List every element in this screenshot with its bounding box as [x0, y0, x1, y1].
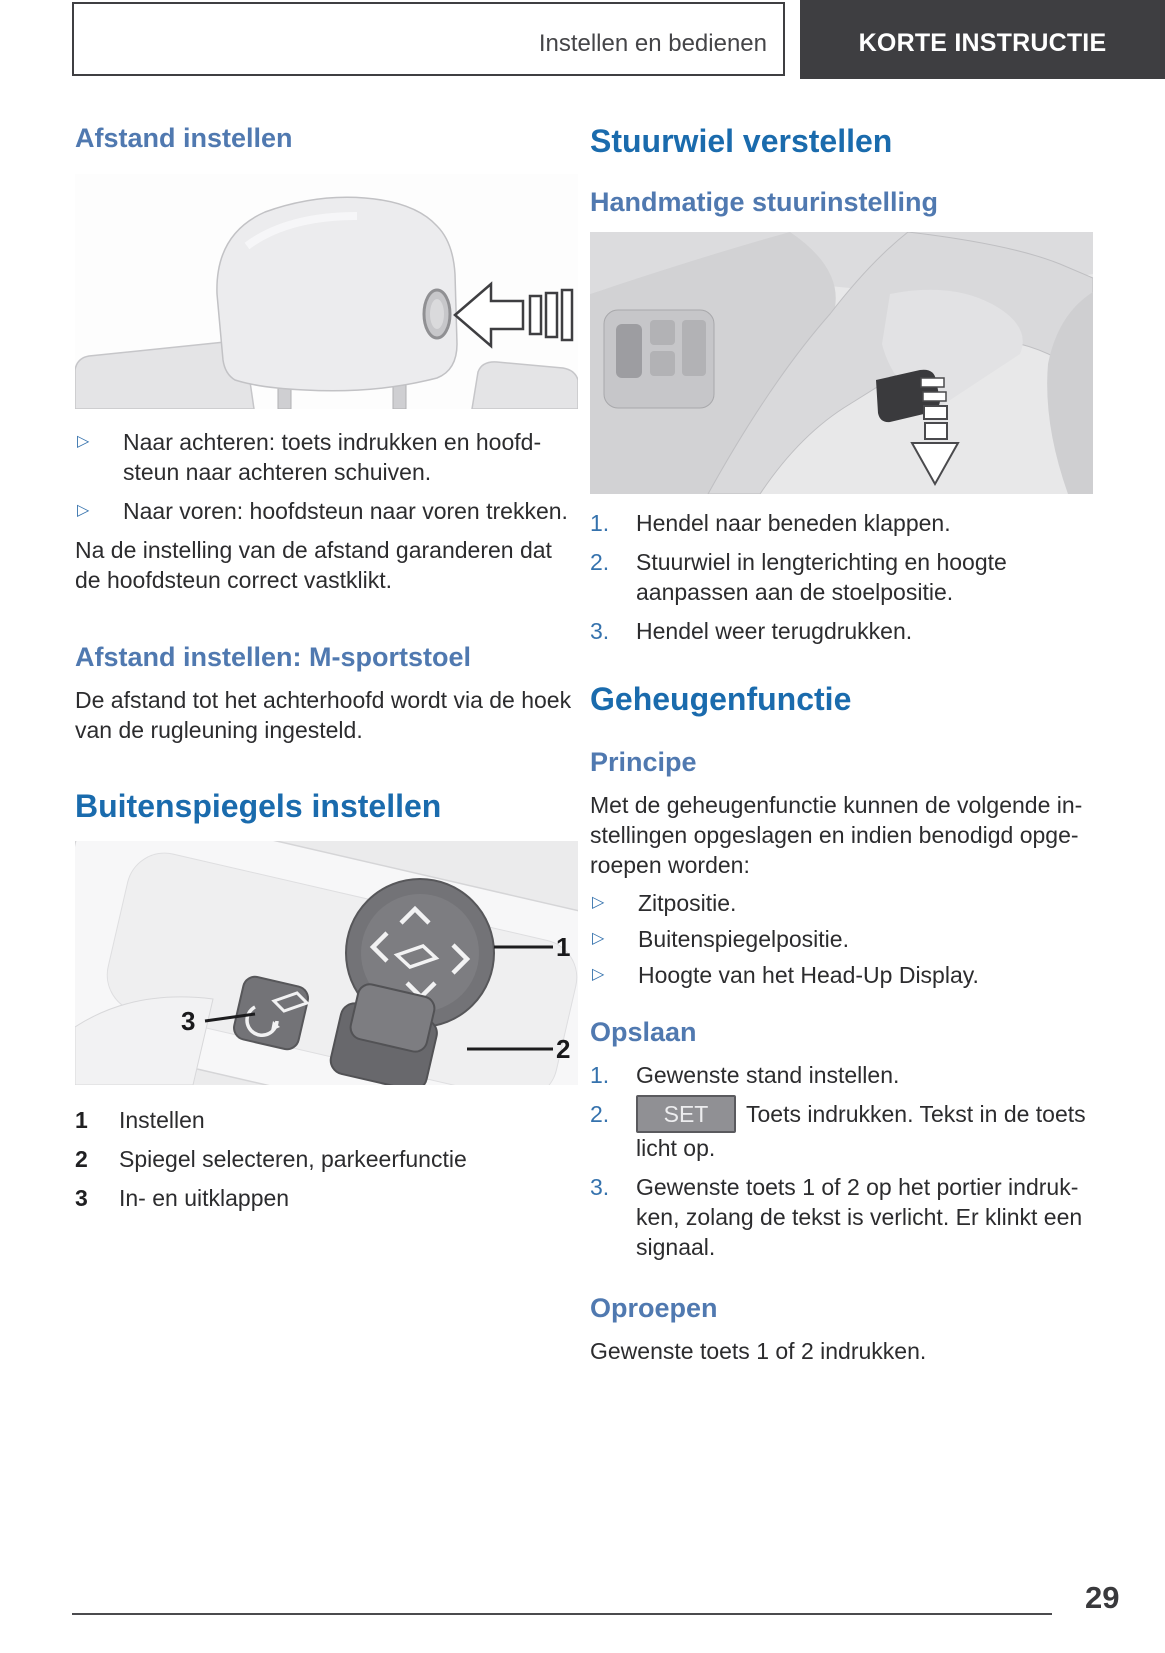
heading-stuurwiel: Stuurwiel verstellen — [590, 123, 893, 159]
heading-buitenspiegels: Buitenspiegels instellen — [75, 788, 442, 824]
triangle-bullet-icon: ▷ — [77, 502, 90, 519]
heading-oproepen: Oproepen — [590, 1293, 718, 1323]
list-item: 2. SET Toets indrukken. Tekst in de toets licht op. — [590, 1099, 1093, 1163]
list-item: 3. Hendel weer terugdrukken. — [590, 618, 913, 644]
callout-3: 3 — [181, 1006, 196, 1036]
list-item: ▷ Naar achteren: toets indrukken en hoofdsteun naar achteren schuiven. — [77, 429, 542, 485]
breadcrumb: Instellen en bedienen — [538, 30, 767, 57]
footer-rule — [72, 1613, 1052, 1615]
list-item: ▷ Zitpositie. — [592, 890, 737, 916]
triangle-bullet-icon: ▷ — [77, 433, 90, 450]
legend-item: 1 Instellen — [75, 1107, 205, 1133]
heading-handmatige: Handmatige stuurinstelling — [590, 187, 939, 217]
heading-afstand-instellen: Afstand instellen — [75, 123, 293, 153]
list-item: ▷ Hoogte van het Head-Up Display. — [592, 962, 979, 988]
mirror-controls-illustration — [75, 841, 578, 1085]
list-item: 1. Gewenste stand instellen. — [590, 1062, 900, 1088]
triangle-bullet-icon: ▷ — [592, 894, 605, 911]
paragraph: De afstand tot het achterhoofd wordt via de hoek van de rugleuning ingesteld. — [75, 687, 572, 743]
memory-bullet-list — [590, 888, 1093, 990]
mirror-legend — [75, 1101, 578, 1218]
heading-geheugenfunctie: Geheugenfunctie — [590, 681, 852, 717]
steering-adjust-illustration — [590, 232, 1093, 494]
paragraph: Gewenste toets 1 of 2 indrukken. — [590, 1338, 927, 1364]
list-item: ▷ Buitenspiegelpositie. — [592, 926, 849, 952]
paragraph: Na de instelling van de afstand garanderen dat de hoofdsteun correct vastklikt. — [75, 537, 552, 593]
set-key: SET — [636, 1095, 736, 1133]
steering-steps — [590, 508, 1093, 646]
legend-item: 3 In- en uitklappen — [75, 1185, 290, 1211]
section-tab — [800, 0, 1165, 79]
heading-principe: Principe — [590, 747, 697, 777]
list-item: 3. Gewenste toets 1 of 2 op het portier indrukken, zolang de tekst is verlicht. Er klinkt een signaal. — [590, 1174, 1083, 1260]
headrest-bullet-list — [75, 427, 578, 526]
column-left — [75, 78, 578, 1366]
mirror-controls-image — [75, 841, 578, 1085]
list-item: ▷ Naar voren: hoofdsteun naar voren trekken. — [77, 498, 568, 524]
save-steps — [590, 1060, 1093, 1262]
callout-2: 2 — [556, 1034, 571, 1064]
list-item: 2. Stuurwiel in lengterichting en hoogte aanpassen aan de stoelpositie. — [590, 549, 1007, 605]
headrest-image — [75, 174, 578, 409]
callout-1: 1 — [556, 932, 571, 962]
step-text: Toets indrukken. Tekst in de toets licht op. — [636, 1101, 1086, 1161]
page-body — [75, 78, 1093, 1366]
heading-opslaan: Opslaan — [590, 1017, 697, 1047]
heading-m-sportstoel: Afstand instellen: M-sportstoel — [75, 642, 472, 672]
breadcrumb-box — [72, 2, 785, 76]
steering-adjust-image — [590, 232, 1093, 494]
paragraph: Met de geheugenfunctie kunnen de volgende instellingen opgeslagen en indien benodigd opgeroepen worden: — [590, 792, 1083, 878]
list-item: 1. Hendel naar beneden klappen. — [590, 510, 951, 536]
triangle-bullet-icon: ▷ — [592, 966, 605, 983]
headrest-illustration — [75, 174, 578, 409]
column-right — [590, 78, 1093, 1366]
section-tab-label: KORTE INSTRUCTIE — [858, 29, 1107, 57]
legend-item: 2 Spiegel selecteren, parkeerfunctie — [75, 1146, 467, 1172]
triangle-bullet-icon: ▷ — [592, 930, 605, 947]
page-number: 29 — [1085, 1580, 1120, 1615]
